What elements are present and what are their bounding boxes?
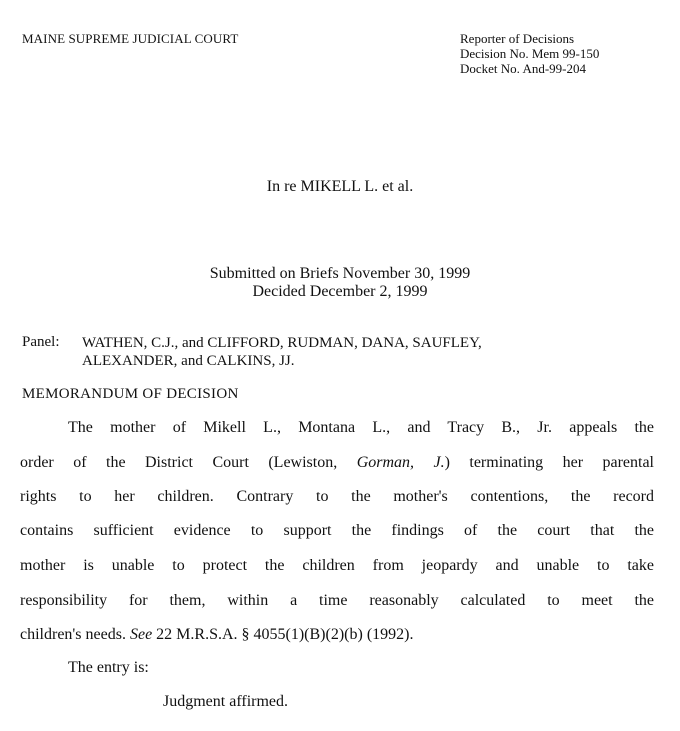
judge-name: Gorman, J. xyxy=(356,454,445,471)
body-line-1: The mother of Mikell L., Montana L., and Tracy B., Jr. appeals the xyxy=(68,419,654,436)
panel-label: Panel: xyxy=(22,334,60,350)
panel-justices xyxy=(82,334,482,370)
entry-label: The entry is: xyxy=(68,659,149,676)
reporter-title: Reporter of Decisions xyxy=(460,31,575,46)
panel-line-2: ALEXANDER, and CALKINS, JJ. xyxy=(82,353,295,369)
memorandum-heading: MEMORANDUM OF DECISION xyxy=(22,386,239,402)
docket-number: Docket No. And-99-204 xyxy=(460,61,587,76)
case-dates xyxy=(0,265,680,301)
body-line-2 xyxy=(20,452,654,474)
judgment-text: Judgment affirmed. xyxy=(163,693,289,710)
see-signal: See xyxy=(129,626,153,643)
decision-number: Decision No. Mem 99-150 xyxy=(460,46,600,61)
court-name: MAINE SUPREME JUDICIAL COURT xyxy=(22,31,239,46)
body-line-5: mother is unable to protect the children from jeopardy and unable to take xyxy=(20,557,654,574)
body-line-6: responsibility for them, within a time reasonably calculated to meet the xyxy=(20,592,654,609)
statute-citation: 22 M.R.S.A. § 4055(1)(B)(2)(b) (1992). xyxy=(152,626,414,643)
panel-line-1: WATHEN, C.J., and CLIFFORD, RUDMAN, DANA, SAUFLEY, xyxy=(82,335,482,351)
body-line-3: rights to her children. Contrary to the mother's contentions, the record xyxy=(20,488,654,505)
body-line-2-start: order of the District Court (Lewiston, xyxy=(20,454,357,471)
reporter-info xyxy=(460,31,599,76)
body-line-7 xyxy=(20,624,413,646)
submitted-date: Submitted on Briefs November 30, 1999 xyxy=(209,265,471,282)
case-title: In re MIKELL L. et al. xyxy=(266,178,414,195)
decided-date: Decided December 2, 1999 xyxy=(252,283,428,300)
body-line-7-start: children's needs. xyxy=(20,626,130,643)
body-line-4: contains sufficient evidence to support the findings of the court that the xyxy=(20,522,654,539)
body-line-2-end: ) terminating her parental xyxy=(444,454,655,471)
